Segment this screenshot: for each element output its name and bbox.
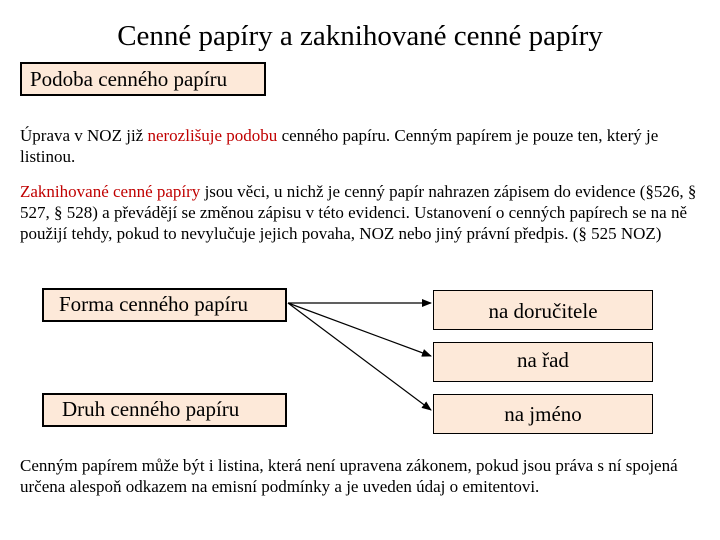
podoba-box-label: Podoba cenného papíru: [30, 67, 228, 91]
podoba-box: [20, 62, 266, 96]
forma-box-label: Forma cenného papíru: [59, 292, 248, 316]
paragraph-zaknihovane: [20, 181, 710, 244]
target-box-na-jmeno: [433, 394, 653, 434]
paragraph-listina: Cenným papírem může být i listina, která není upravena zákonem, pokud jsou práva s ní spojená určena alespoň odkazem na emisní podmínky a je uveden údaj o emitentovi.: [20, 456, 678, 496]
arrow-to-na-jmeno: [288, 303, 431, 410]
paragraph-uprava: [20, 125, 710, 167]
target-box-na-dorucitele: [433, 290, 653, 330]
target-label-na-rad: na řad: [517, 348, 569, 372]
target-label-na-jmeno: na jméno: [504, 402, 582, 426]
slide-title: Cenné papíry a zaknihované cenné papíry: [117, 20, 603, 52]
paragraph-zaknihovane-highlight: Zaknihované cenné papíry: [20, 182, 201, 201]
forma-box: [42, 288, 287, 322]
paragraph-uprava-before: Úprava v NOZ již: [20, 126, 148, 145]
target-box-na-rad: [433, 342, 653, 382]
druh-box-label: Druh cenného papíru: [62, 397, 240, 421]
target-label-na-dorucitele: na doručitele: [488, 299, 598, 323]
druh-box: [42, 393, 287, 427]
paragraph-zaknihovane-after: jsou věci, u nichž je cenný papír nahrazen zápisem do evidence (§526, § 527, § 528) a převádějí se změnou zápisu v této evidenci. Ustanovení o cenných papírech se na ně použijí tehdy, pokud to nevylučuje jejich povaha, NOZ nebo jiný právní předpis. (§ 525 NOZ): [20, 182, 697, 243]
paragraph-uprava-highlight: nerozlišuje podobu: [147, 126, 278, 145]
arrow-to-na-rad: [288, 303, 431, 356]
paragraph-uprava-after: cenného papíru. Cenným papírem je pouze ten, který je listinou.: [20, 126, 659, 166]
